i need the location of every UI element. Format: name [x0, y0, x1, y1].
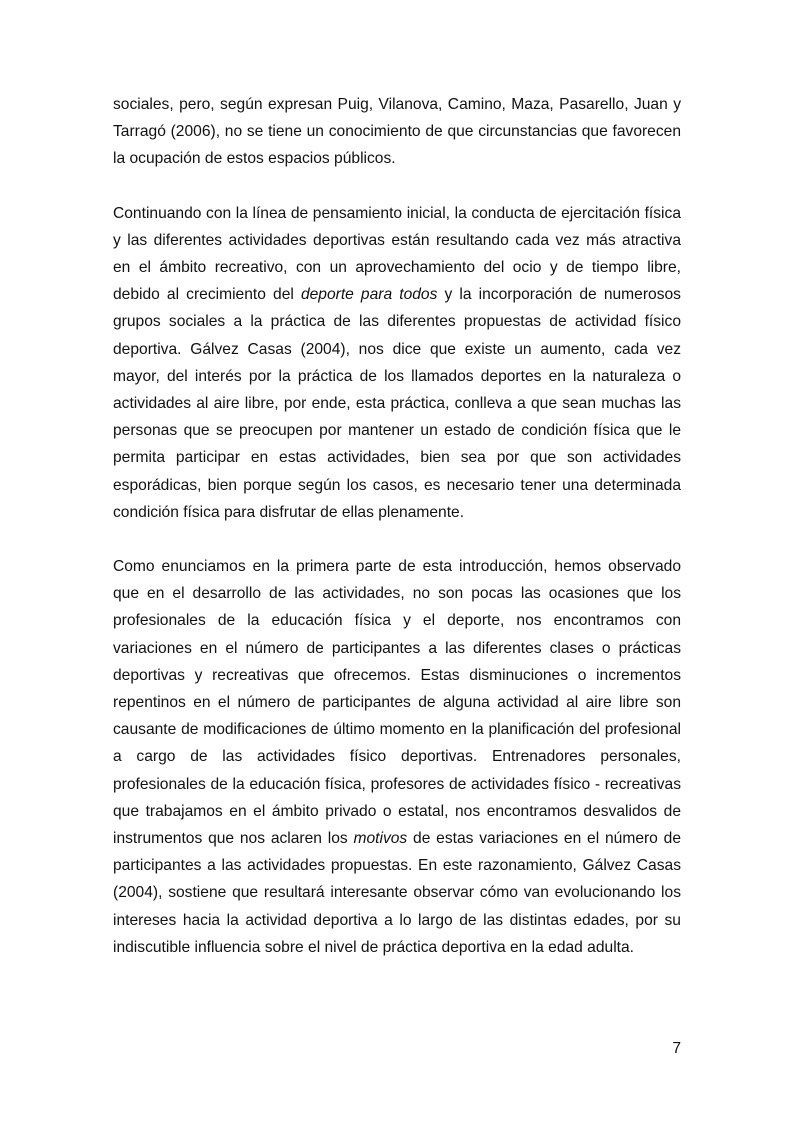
paragraph-1	[113, 91, 681, 173]
page-body	[113, 91, 681, 961]
paragraph-2-text-b: y la incorporación de numerosos grupos sociales a la práctica de las diferentes propuestas de actividad físico deportiva. Gálvez Casas (2004), nos dice que existe un aumento, cada vez mayor, del interés por la práctica de los llamados deportes en la naturaleza o actividades al aire libre, por ende, esta práctica, conlleva a que sean muchas las personas que se preocupen por mantener un estado de condición física que le permita participar en estas actividades, bien sea por que son actividades esporádicas, bien porque según los casos, es necesario tener una determinada condición física para disfrutar de ellas plenamente.	[113, 286, 681, 521]
paragraph-3-text-a: Como enunciamos en la primera parte de esta introducción, hemos observado que en el desarrollo de las actividades, no son pocas las ocasiones que los profesionales de la educación física y el deporte, nos encontramos con variaciones en el número de participantes a las diferentes clases o prácticas deportivas y recreativas que ofrecemos. Estas disminuciones o incrementos repentinos en el número de participantes de alguna actividad al aire libre son causante de modificaciones de último momento en la planificación del profesional a cargo de las actividades físico deportivas. Entrenadores personales, profesionales de la educación física, profesores de actividades físico - recreativas que trabajamos en el ámbito privado o estatal, nos encontramos desvalidos de instrumentos que nos aclaren los	[113, 558, 681, 848]
paragraph-2-text-a: Continuando con la línea de pensamiento inicial, la conducta de ejercitación física y las diferentes actividades deportivas están resultando cada vez más atractiva en el ámbito recreativo, con un aprovechamiento del ocio y de tiempo libre, debido al crecimiento del	[113, 204, 681, 304]
emphasis-motivos: motivos	[353, 830, 408, 848]
page-number: 7	[672, 1040, 681, 1057]
emphasis-deporte-para-todos: deporte para todos	[300, 286, 438, 304]
paragraph-1-text: sociales, pero, según expresan Puig, Vilanova, Camino, Maza, Pasarello, Juan y Tarragó (2006), no se tiene un conocimiento de que circunstancias que favorecen la ocupación de estos espacios públicos.	[113, 96, 681, 168]
paragraph-3-text-b: de estas variaciones en el número de participantes a las actividades propuestas. En este razonamiento, Gálvez Casas (2004), sostiene que resultará interesante observar cómo van evolucionando los intereses hacia la actividad deportiva a lo largo de las distintas edades, por su indiscutible influencia sobre el nivel de práctica deportiva en la edad adulta.	[113, 830, 681, 956]
paragraph-3	[113, 553, 681, 961]
paragraph-2	[113, 200, 681, 526]
